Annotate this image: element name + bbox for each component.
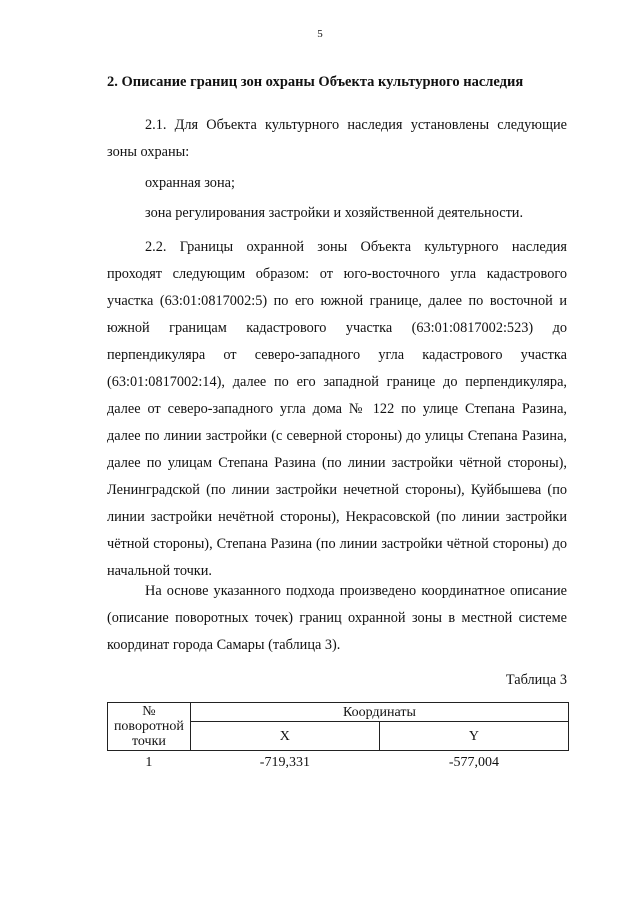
- table-row: [108, 751, 569, 771]
- cell-x: -719,331: [259, 755, 310, 770]
- section-heading: 2. Описание границ зон охраны Объекта культурного наследия: [107, 74, 524, 90]
- cell-y: -577,004: [448, 755, 500, 770]
- table-header-row: [108, 703, 569, 722]
- header-y: Y: [379, 722, 568, 751]
- page-number: 5: [317, 28, 323, 40]
- paragraph-2-1: 2.1. Для Объекта культурного наследия установлены следующие зоны охраны:: [107, 117, 567, 160]
- zone-item-regulation: зона регулирования застройки и хозяйственной деятельности.: [145, 205, 524, 221]
- coordinates-table: [107, 702, 569, 770]
- paragraph-2-2: 2.2. Границы охранной зоны Объекта культурного наследия проходят следующим образом: от юго-восточного угла кадастрового участка (63:01:0817002:5) по его южной границе, далее по восточной и южной границам кадастрового участка (63:01:0817002:523) до перпендикуляра от северо-западного угла кадастрового участка (63:01:0817002:14), далее по его западной границе до перпендикуляра, далее от северо-западного угла дома № 122 по улице Степана Разина, далее по линии застройки (с северной стороны) до улицы Степана Разина, далее по улицам Степана Разина (по линии застройки чётной стороны), Ленинградской (по линии застройки нечетной стороны), Куйбышева (по линии застройки нечётной стороны), Некрасовской (по линии застройки чётной стороны), Степана Разина (по линии застройки чётной стороны) до начальной точки.: [107, 239, 567, 579]
- zone-item-protected: охранная зона;: [145, 175, 235, 191]
- header-coordinates: Координаты: [190, 703, 568, 722]
- paragraph-coordinates: На основе указанного подхода произведено координатное описание (описание поворотных точек) границ охранной зоны в местной системе координат города Самары (таблица 3).: [107, 583, 567, 653]
- cell-point: 1: [145, 755, 153, 770]
- table-caption: Таблица 3: [505, 672, 567, 688]
- header-point-number: № поворотной точки: [108, 703, 191, 751]
- header-x: X: [190, 722, 379, 751]
